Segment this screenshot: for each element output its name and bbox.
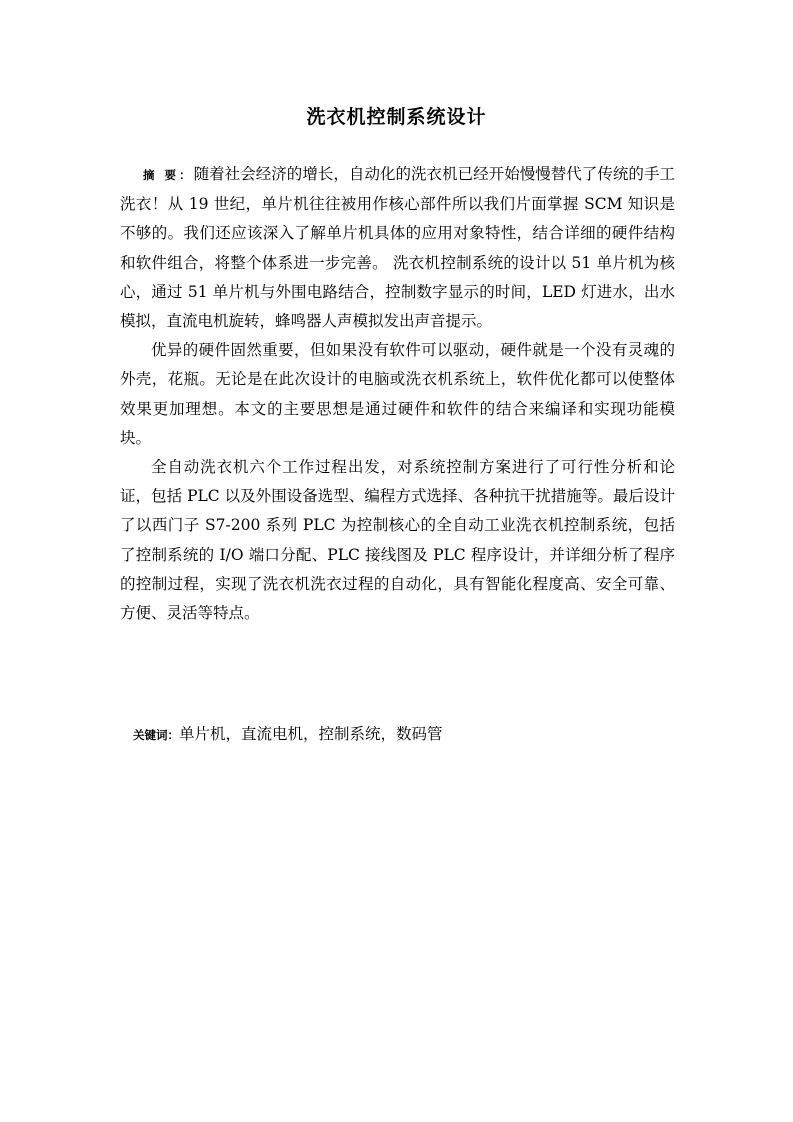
document-title: 洗衣机控制系统设计	[306, 106, 487, 128]
keywords-label: 关键词：	[133, 728, 179, 742]
abstract-label: 摘 要：	[143, 168, 194, 182]
abstract-section	[120, 160, 675, 628]
keywords-text: 单片机，直流电机，控制系统，数码管	[179, 725, 443, 743]
abstract-paragraph-3	[120, 453, 675, 628]
abstract-text-3: 全自动洗衣机六个工作过程出发，对系统控制方案进行了可行性分析和论证，包括 PLC 以及外围设备选型、编程方式选择、各种抗干扰措施等。最后设计了以西门子 S7-200 系列 PLC 为控制核心的全自动工业洗衣机控制系统，包括了控制系统的 I/O 端口分配、PLC 接线图及 PLC 程序设计，并详细分析了程序的控制过程，实现了洗衣机洗衣过程的自动化，具有智能化程度高、安全可靠、方便、灵活等特点。	[120, 458, 675, 623]
abstract-text-2: 优异的硬件固然重要，但如果没有软件可以驱动，硬件就是一个没有灵魂的外壳，花瓶。无论是在此次设计的电脑或洗衣机系统上，软件优化都可以使整体效果更加理想。本文的主要思想是通过硬件和软件的结合来编译和实现功能模块。	[120, 341, 675, 447]
abstract-paragraph-2	[120, 336, 675, 453]
abstract-paragraph-1	[120, 160, 675, 336]
keywords-line	[133, 721, 673, 748]
abstract-text-1: 随着社会经济的增长，自动化的洗衣机已经开始慢慢替代了传统的手工洗衣！从 19 世纪，单片机往往被用作核心部件所以我们片面掌握 SCM 知识是不够的。我们还应该深入了解单片机具体的应用对象特性，结合详细的硬件结构和软件组合，将整个体系进一步完善。 洗衣机控制系统的设计以 51 单片机为核心，通过 51 单片机与外围电路结合，控制数字显示的时间，LED 灯进水，出水模拟，直流电机旋转，蜂鸣器人声模拟发出声音提示。	[120, 165, 675, 331]
